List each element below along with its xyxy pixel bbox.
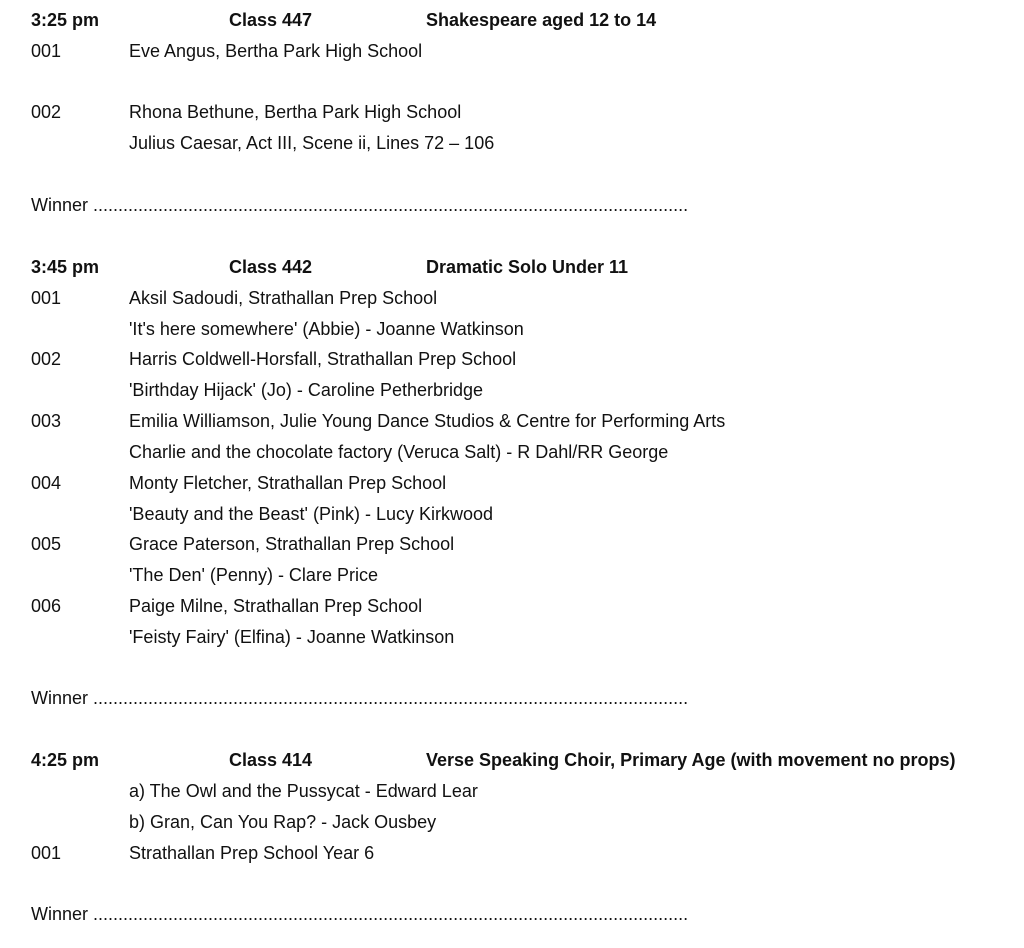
entry-piece: Julius Caesar, Act III, Scene ii, Lines 72 – 106 <box>129 133 495 153</box>
entry-name: Monty Fletcher, Strathallan Prep School <box>129 473 447 493</box>
class-number: Class 442 <box>229 257 313 277</box>
entry-name: Harris Coldwell-Horsfall, Strathallan Prep School <box>129 349 517 369</box>
entry-number: 006 <box>31 596 62 616</box>
entry-piece: 'The Den' (Penny) - Clare Price <box>129 565 378 585</box>
entry-number: 002 <box>31 102 62 122</box>
entry-number: 002 <box>31 349 62 369</box>
entry-piece: 'It's here somewhere' (Abbie) - Joanne Watkinson <box>129 319 524 339</box>
entry-piece: 'Birthday Hijack' (Jo) - Caroline Petherbridge <box>129 380 484 400</box>
entry-piece: Charlie and the chocolate factory (Veruca Salt) - R Dahl/RR George <box>129 442 669 462</box>
class-title: Verse Speaking Choir, Primary Age (with movement no props) <box>426 750 956 770</box>
set-piece: a) The Owl and the Pussycat - Edward Lear <box>129 781 478 801</box>
entry-number: 001 <box>31 41 62 61</box>
entry-name: Eve Angus, Bertha Park High School <box>129 41 423 61</box>
entry-number: 004 <box>31 473 62 493</box>
entry-name: Aksil Sadoudi, Strathallan Prep School <box>129 288 438 308</box>
entry-number: 001 <box>31 288 62 308</box>
winner-line: Winner ....................................................................................................................... <box>31 904 689 924</box>
section-time: 3:25 pm <box>31 10 100 30</box>
class-number: Class 447 <box>229 10 313 30</box>
entry-piece: 'Beauty and the Beast' (Pink) - Lucy Kirkwood <box>129 504 494 524</box>
winner-line: Winner ....................................................................................................................... <box>31 195 689 215</box>
entry-piece: 'Feisty Fairy' (Elfina) - Joanne Watkinson <box>129 627 455 647</box>
class-title: Dramatic Solo Under 11 <box>426 257 629 277</box>
section-time: 4:25 pm <box>31 750 100 770</box>
winner-line: Winner ....................................................................................................................... <box>31 688 689 708</box>
set-piece: b) Gran, Can You Rap? - Jack Ousbey <box>129 812 437 832</box>
entry-number: 001 <box>31 843 62 863</box>
entry-number: 003 <box>31 411 62 431</box>
entry-name: Strathallan Prep School Year 6 <box>129 843 375 863</box>
entry-name: Grace Paterson, Strathallan Prep School <box>129 534 455 554</box>
entry-number: 005 <box>31 534 62 554</box>
entry-name: Paige Milne, Strathallan Prep School <box>129 596 423 616</box>
entry-name: Rhona Bethune, Bertha Park High School <box>129 102 462 122</box>
section-time: 3:45 pm <box>31 257 100 277</box>
class-number: Class 414 <box>229 750 313 770</box>
entry-name: Emilia Williamson, Julie Young Dance Studios & Centre for Performing Arts <box>129 411 726 431</box>
class-title: Shakespeare aged 12 to 14 <box>426 10 657 30</box>
